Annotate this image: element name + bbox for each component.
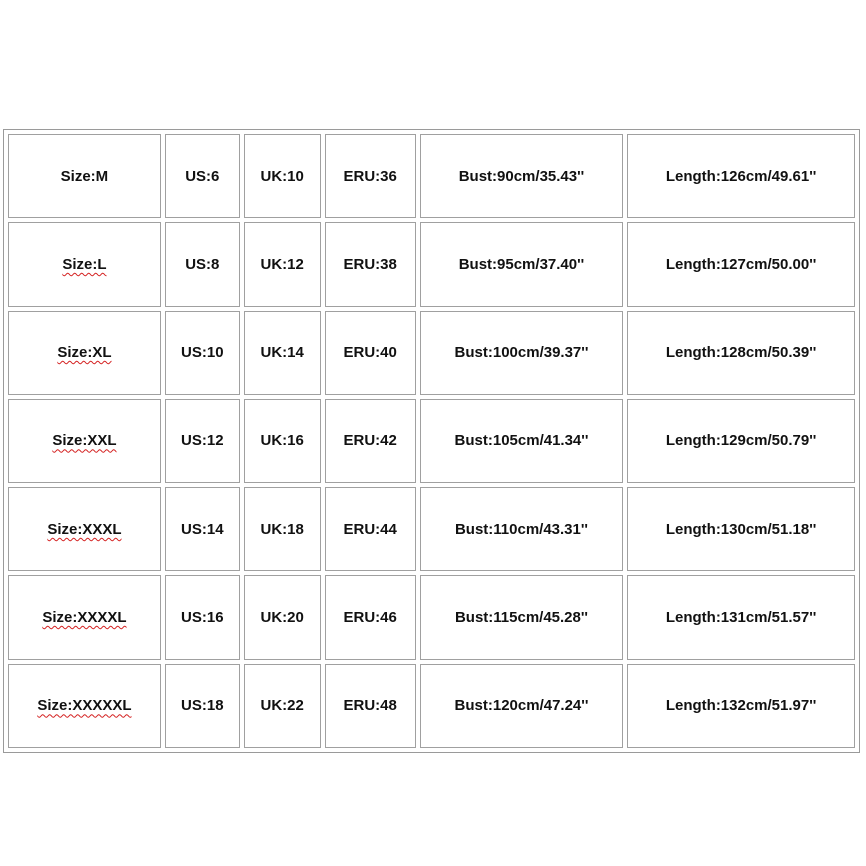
us-size-cell-text: US:18 [181,697,224,715]
length-cell [627,222,855,306]
table-row [8,575,855,659]
eru-size-cell [325,399,416,483]
size-cell [8,222,161,306]
size-cell-text: Size:M [60,167,109,185]
uk-size-cell-text: UK:18 [260,520,304,538]
us-size-cell [165,134,240,218]
uk-size-cell-text: UK:10 [260,167,304,185]
bust-cell-text: Bust:115cm/45.28'' [454,609,588,627]
size-cell [8,575,161,659]
bust-cell [420,222,623,306]
uk-size-cell-text: UK:12 [260,255,304,273]
size-cell-text: Size:XL [57,344,112,362]
size-cell-text: Size:XXXXL [42,609,127,627]
us-size-cell-text: US:8 [185,255,220,273]
uk-size-cell [244,487,321,571]
length-cell [627,399,855,483]
length-cell-text: Length:127cm/50.00'' [665,255,817,273]
eru-size-cell [325,575,416,659]
table-row [8,487,855,571]
size-cell [8,399,161,483]
us-size-cell-text: US:14 [181,520,224,538]
us-size-cell [165,399,240,483]
eru-size-cell-text: ERU:38 [343,255,397,273]
uk-size-cell-text: UK:14 [260,344,304,362]
bust-cell-text: Bust:90cm/35.43'' [458,167,585,185]
eru-size-cell-text: ERU:42 [343,432,397,450]
us-size-cell [165,575,240,659]
length-cell-text: Length:129cm/50.79'' [665,432,817,450]
uk-size-cell [244,311,321,395]
eru-size-cell [325,664,416,748]
uk-size-cell [244,399,321,483]
size-cell-text: Size:XXL [52,432,117,450]
us-size-cell-text: US:6 [185,167,220,185]
size-cell-text: Size:XXXL [47,520,122,538]
us-size-cell-text: US:10 [181,344,224,362]
uk-size-cell [244,134,321,218]
size-cell [8,487,161,571]
bust-cell-text: Bust:120cm/47.24'' [454,697,589,715]
bust-cell [420,487,623,571]
uk-size-cell [244,222,321,306]
length-cell [627,311,855,395]
eru-size-cell [325,222,416,306]
bust-cell [420,311,623,395]
length-cell [627,134,855,218]
table-row [8,664,855,748]
table-row [8,222,855,306]
table-row [8,399,855,483]
bust-cell [420,134,623,218]
eru-size-cell [325,311,416,395]
uk-size-cell-text: UK:22 [260,697,304,715]
table-row [8,134,855,218]
us-size-cell [165,664,240,748]
length-cell [627,575,855,659]
us-size-cell [165,311,240,395]
eru-size-cell [325,487,416,571]
eru-size-cell-text: ERU:36 [343,167,397,185]
size-cell-text: Size:L [62,255,107,273]
us-size-cell-text: US:16 [181,609,224,627]
size-chart-table [3,129,860,753]
bust-cell-text: Bust:110cm/43.31'' [454,520,588,538]
eru-size-cell-text: ERU:44 [343,520,397,538]
length-cell-text: Length:130cm/51.18'' [665,520,817,538]
eru-size-cell-text: ERU:40 [343,344,397,362]
size-cell [8,311,161,395]
us-size-cell [165,222,240,306]
eru-size-cell-text: ERU:48 [343,697,397,715]
bust-cell [420,575,623,659]
length-cell [627,487,855,571]
size-cell [8,664,161,748]
length-cell-text: Length:131cm/51.57'' [665,609,817,627]
length-cell-text: Length:132cm/51.97'' [665,697,817,715]
uk-size-cell [244,664,321,748]
bust-cell-text: Bust:105cm/41.34'' [454,432,589,450]
bust-cell [420,399,623,483]
length-cell [627,664,855,748]
length-cell-text: Length:128cm/50.39'' [665,344,817,362]
uk-size-cell [244,575,321,659]
bust-cell-text: Bust:95cm/37.40'' [458,255,585,273]
table-row [8,311,855,395]
eru-size-cell-text: ERU:46 [343,609,397,627]
size-cell [8,134,161,218]
bust-cell-text: Bust:100cm/39.37'' [454,344,589,362]
size-chart-body [8,134,855,748]
us-size-cell-text: US:12 [181,432,224,450]
us-size-cell [165,487,240,571]
uk-size-cell-text: UK:16 [260,432,304,450]
length-cell-text: Length:126cm/49.61'' [665,167,817,185]
uk-size-cell-text: UK:20 [260,609,304,627]
bust-cell [420,664,623,748]
eru-size-cell [325,134,416,218]
size-cell-text: Size:XXXXXL [37,697,132,715]
